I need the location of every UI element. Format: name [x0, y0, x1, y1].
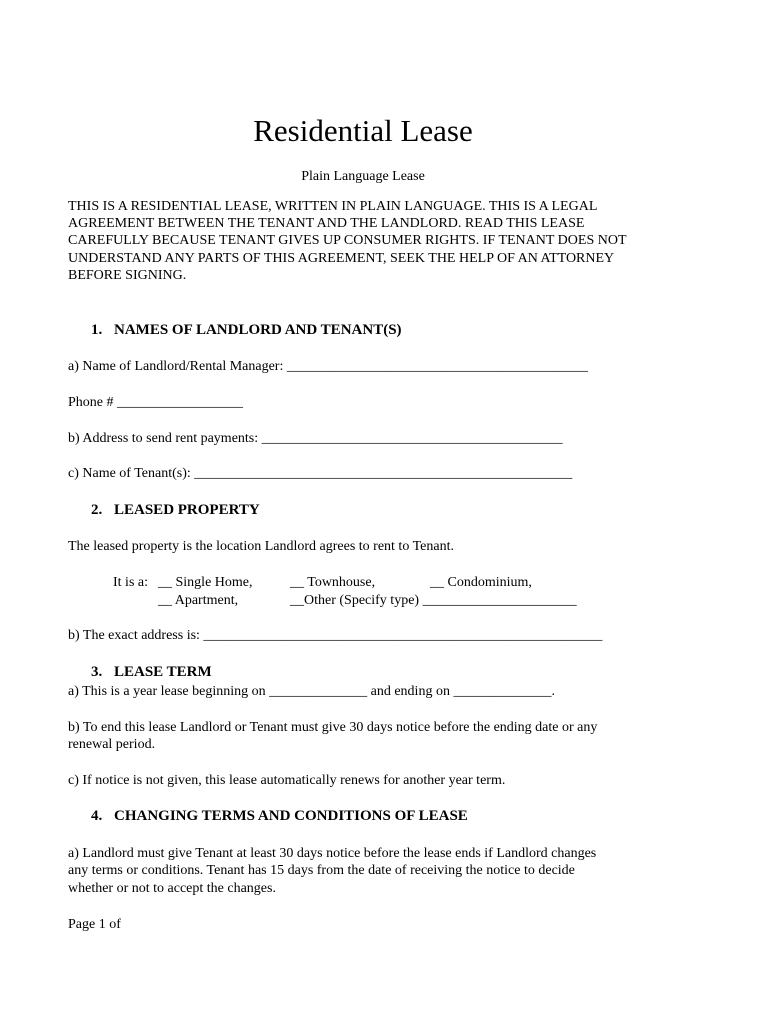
document-subtitle: Plain Language Lease	[301, 169, 425, 184]
landlord-name-field: a) Name of Landlord/Rental Manager: ___________________________________________	[68, 359, 588, 374]
option-other: __Other (Specify type) ______________________	[290, 593, 577, 608]
option-single-home: __ Single Home,	[158, 575, 253, 590]
intro-line: THIS IS A RESIDENTIAL LEASE, WRITTEN IN PLAIN LANGUAGE. THIS IS A LEGAL	[68, 199, 598, 214]
intro-line: CAREFULLY BECAUSE TENANT GIVES UP CONSUMER RIGHTS. IF TENANT DOES NOT	[68, 233, 627, 249]
document-title: Residential Lease	[253, 113, 473, 148]
exact-address-field: b) The exact address is: _________________________________________________________	[68, 628, 603, 643]
changing-terms-line: any terms or conditions. Tenant has 15 days from the date of receiving the notice to decide	[68, 863, 575, 879]
section-number: 2.	[91, 502, 103, 518]
section-title: LEASE TERM	[114, 664, 212, 680]
intro-line: BEFORE SIGNING.	[68, 267, 187, 283]
section-4-heading	[91, 807, 468, 825]
phone-field: Phone # __________________	[68, 395, 243, 410]
section-2-heading	[91, 501, 260, 519]
property-type-label: It is a:	[113, 575, 148, 590]
changing-terms-line: whether or not to accept the changes.	[68, 880, 276, 896]
lease-term-field: a) This is a year lease beginning on ______________ and ending on ______________.	[68, 684, 555, 699]
intro-paragraph	[68, 198, 668, 284]
section-number: 1.	[91, 322, 103, 338]
section-number: 3.	[91, 664, 103, 680]
rent-address-field: b) Address to send rent payments: ___________________________________________	[68, 431, 563, 446]
section-title: CHANGING TERMS AND CONDITIONS OF LEASE	[114, 808, 468, 824]
notice-line: renewal period.	[68, 737, 156, 753]
changing-terms-line: a) Landlord must give Tenant at least 30 days notice before the lease ends if Landlord changes	[68, 846, 597, 861]
intro-line: UNDERSTAND ANY PARTS OF THIS AGREEMENT, SEEK THE HELP OF AN ATTORNEY	[68, 250, 615, 266]
option-apartment: __ Apartment,	[158, 593, 239, 608]
option-townhouse: __ Townhouse,	[290, 575, 376, 590]
section-1-heading	[91, 321, 402, 339]
option-condominium: __ Condominium,	[430, 575, 532, 590]
notice-paragraph	[68, 719, 597, 754]
page-number: Page 1 of	[68, 917, 121, 932]
section-title: LEASED PROPERTY	[114, 502, 260, 518]
section-3-heading	[91, 663, 212, 681]
section-number: 4.	[91, 808, 103, 824]
intro-line: AGREEMENT BETWEEN THE TENANT AND THE LANDLORD. READ THIS LEASE	[68, 216, 585, 232]
tenant-names-field: c) Name of Tenant(s): ______________________________________________________	[68, 466, 573, 481]
changing-terms-paragraph	[68, 845, 596, 897]
notice-line: b) To end this lease Landlord or Tenant must give 30 days notice before the ending date or any	[68, 720, 598, 735]
section-title: NAMES OF LANDLORD AND TENANT(S)	[114, 322, 402, 338]
renewal-text: c) If notice is not given, this lease automatically renews for another year term.	[68, 773, 506, 788]
leased-property-intro: The leased property is the location Landlord agrees to rent to Tenant.	[68, 539, 454, 554]
